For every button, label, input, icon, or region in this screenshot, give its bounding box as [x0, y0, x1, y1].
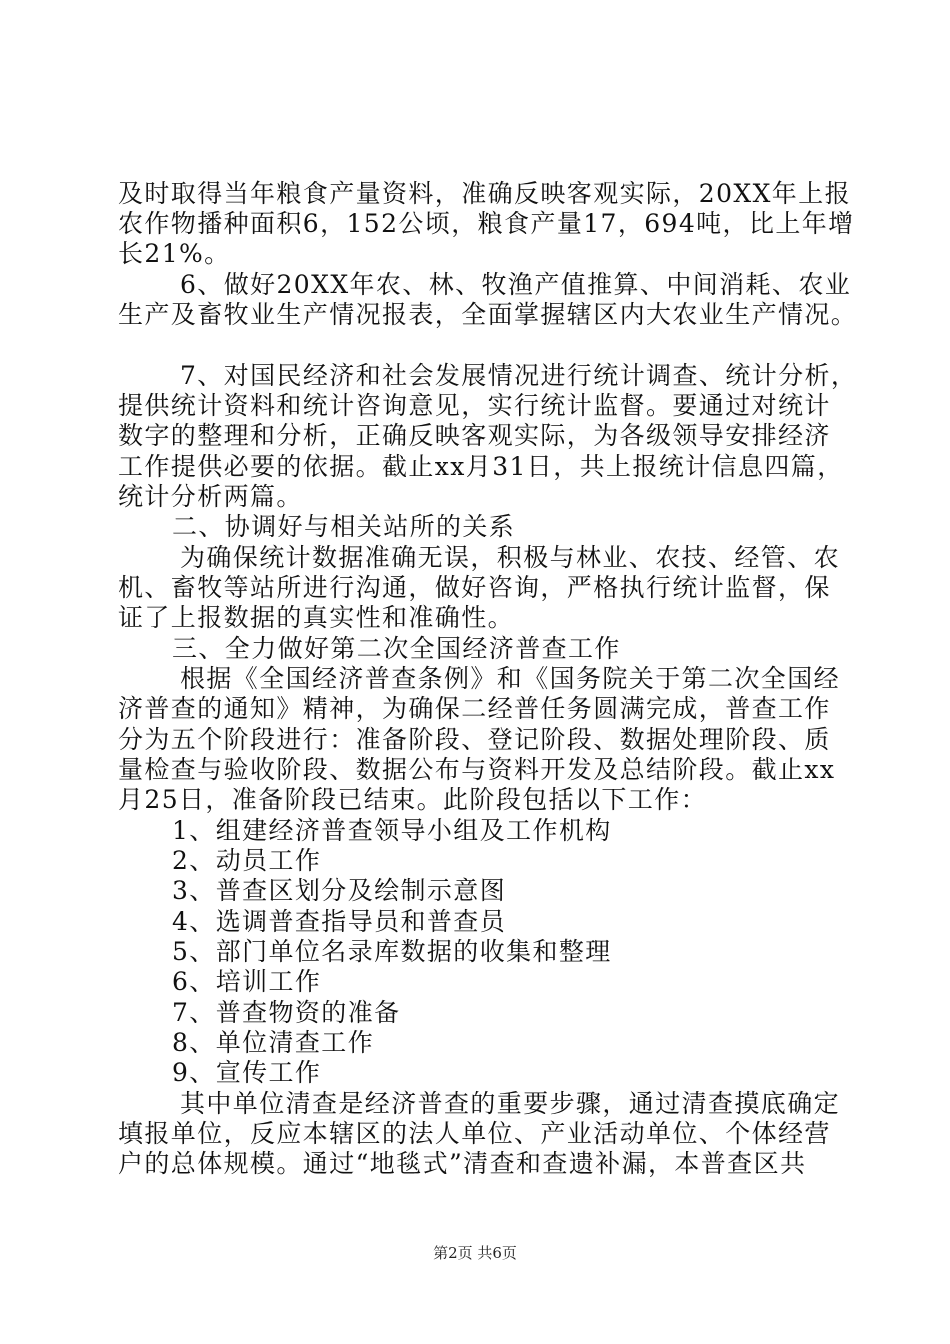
section-heading: 三、全力做好第二次全国经济普查工作 — [172, 634, 621, 663]
text-line: 6、做好20XX年农、林、牧渔产值推算、中间消耗、农业 — [180, 270, 852, 299]
text-line: 数字的整理和分析，正确反映客观实际，为各级领导安排经济 — [118, 421, 831, 450]
list-item: 1、组建经济普查领导小组及工作机构 — [172, 816, 612, 845]
text-line: 生产及畜牧业生产情况报表，全面掌握辖区内大农业生产情况。 — [118, 300, 858, 329]
text-line: 济普查的通知》精神，为确保二经普任务圆满完成，普查工作 — [118, 694, 831, 723]
section-heading: 二、协调好与相关站所的关系 — [172, 512, 516, 541]
text-line: 证了上报数据的真实性和准确性。 — [118, 603, 515, 632]
text-line: 7、对国民经济和社会发展情况进行统计调查、统计分析， — [180, 361, 858, 390]
text-line: 填报单位，反应本辖区的法人单位、产业活动单位、个体经营 — [118, 1119, 831, 1148]
list-item: 8、单位清查工作 — [172, 1028, 375, 1057]
text-line: 分为五个阶段进行：准备阶段、登记阶段、数据处理阶段、质 — [118, 725, 831, 754]
text-line: 统计分析两篇。 — [118, 482, 303, 511]
text-line: 根据《全国经济普查条例》和《国务院关于第二次全国经 — [180, 664, 841, 693]
text-line: 量检查与验收阶段、数据公布与资料开发及总结阶段。截止xx — [118, 755, 836, 784]
text-line: 为确保统计数据准确无误，积极与林业、农技、经管、农 — [180, 543, 841, 572]
text-line: 机、畜牧等站所进行沟通，做好咨询，严格执行统计监督，保 — [118, 573, 831, 602]
list-item: 3、普查区划分及绘制示意图 — [172, 876, 507, 905]
list-item: 6、培训工作 — [172, 967, 322, 996]
text-line: 其中单位清查是经济普查的重要步骤，通过清查摸底确定 — [180, 1089, 841, 1118]
page-number-footer: 第2页 共6页 — [433, 1244, 517, 1262]
text-line: 农作物播种面积6，152公顷，粮食产量17，694吨，比上年增 — [118, 209, 855, 238]
list-item: 4、选调普查指导员和普查员 — [172, 907, 507, 936]
text-line: 工作提供必要的依据。截止xx月31日，共上报统计信息四篇， — [118, 452, 844, 481]
text-line: 长21%。 — [118, 239, 231, 268]
text-line: 及时取得当年粮食产量资料，准确反映客观实际，20XX年上报 — [118, 179, 852, 208]
text-line: 月25日，准备阶段已结束。此阶段包括以下工作： — [118, 785, 708, 814]
list-item: 7、普查物资的准备 — [172, 998, 401, 1027]
list-item: 9、宣传工作 — [172, 1058, 322, 1087]
list-item: 2、动员工作 — [172, 846, 322, 875]
list-item: 5、部门单位名录库数据的收集和整理 — [172, 937, 612, 966]
text-line: 提供统计资料和统计咨询意见，实行统计监督。要通过对统计 — [118, 391, 831, 420]
text-line: 户的总体规模。通过“地毯式”清查和查遗补漏，本普查区共 — [118, 1149, 807, 1178]
